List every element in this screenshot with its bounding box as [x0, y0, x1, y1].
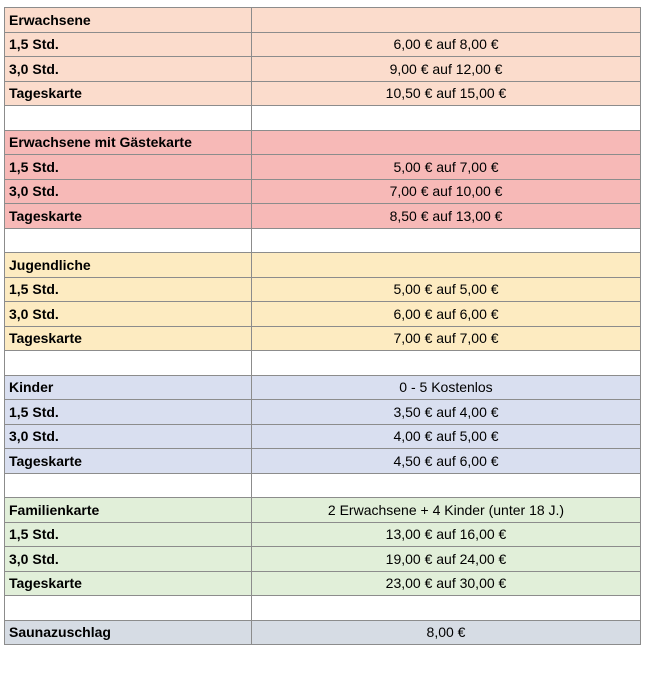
guest-row-2	[5, 179, 641, 204]
adults-row-3	[5, 81, 641, 106]
spacer-cell	[5, 473, 252, 498]
row-price: 19,00 € auf 24,00 €	[252, 547, 641, 572]
kids-row-1	[5, 400, 641, 425]
adults-title: Erwachsene	[5, 8, 252, 33]
youth-header-row	[5, 253, 641, 278]
row-label: 1,5 Std.	[5, 155, 252, 180]
row-label: 1,5 Std.	[5, 400, 252, 425]
row-label: 3,0 Std.	[5, 547, 252, 572]
kids-header-value: 0 - 5 Kostenlos	[252, 375, 641, 400]
adults-header-row	[5, 8, 641, 33]
row-label: Tageskarte	[5, 326, 252, 351]
family-header-row	[5, 498, 641, 523]
guest-header-row	[5, 130, 641, 155]
sauna-row	[5, 620, 641, 645]
row-price: 6,00 € auf 8,00 €	[252, 32, 641, 57]
spacer-cell	[252, 473, 641, 498]
row-label: 1,5 Std.	[5, 522, 252, 547]
row-price: 5,00 € auf 7,00 €	[252, 155, 641, 180]
row-price: 7,00 € auf 7,00 €	[252, 326, 641, 351]
kids-row-3	[5, 449, 641, 474]
spacer-row	[5, 106, 641, 131]
row-price: 23,00 € auf 30,00 €	[252, 571, 641, 596]
row-price: 6,00 € auf 6,00 €	[252, 302, 641, 327]
spacer-row	[5, 351, 641, 376]
row-price: 13,00 € auf 16,00 €	[252, 522, 641, 547]
price-table	[4, 7, 641, 645]
row-price: 10,50 € auf 15,00 €	[252, 81, 641, 106]
spacer-row	[5, 228, 641, 253]
row-price: 9,00 € auf 12,00 €	[252, 57, 641, 82]
row-label: Tageskarte	[5, 449, 252, 474]
row-price: 7,00 € auf 10,00 €	[252, 179, 641, 204]
row-label: 1,5 Std.	[5, 32, 252, 57]
row-label: Tageskarte	[5, 81, 252, 106]
spacer-cell	[252, 596, 641, 621]
adults-row-2	[5, 57, 641, 82]
spacer-row	[5, 596, 641, 621]
youth-row-3	[5, 326, 641, 351]
guest-row-1	[5, 155, 641, 180]
family-row-1	[5, 522, 641, 547]
row-price: 4,50 € auf 6,00 €	[252, 449, 641, 474]
kids-row-2	[5, 424, 641, 449]
spacer-row	[5, 473, 641, 498]
row-label: 3,0 Std.	[5, 57, 252, 82]
youth-header-value	[252, 253, 641, 278]
family-row-2	[5, 547, 641, 572]
spacer-cell	[5, 106, 252, 131]
guest-header-value	[252, 130, 641, 155]
family-row-3	[5, 571, 641, 596]
family-title: Familienkarte	[5, 498, 252, 523]
row-label: Tageskarte	[5, 204, 252, 229]
row-price: 5,00 € auf 5,00 €	[252, 277, 641, 302]
guest-title: Erwachsene mit Gästekarte	[5, 130, 252, 155]
row-label: 3,0 Std.	[5, 302, 252, 327]
guest-row-3	[5, 204, 641, 229]
spacer-cell	[5, 228, 252, 253]
row-price: 8,50 € auf 13,00 €	[252, 204, 641, 229]
row-label: 3,0 Std.	[5, 179, 252, 204]
adults-header-value	[252, 8, 641, 33]
row-label: Tageskarte	[5, 571, 252, 596]
spacer-cell	[5, 596, 252, 621]
kids-header-row	[5, 375, 641, 400]
spacer-cell	[252, 106, 641, 131]
kids-title: Kinder	[5, 375, 252, 400]
adults-row-1	[5, 32, 641, 57]
row-price: 4,00 € auf 5,00 €	[252, 424, 641, 449]
row-price: 3,50 € auf 4,00 €	[252, 400, 641, 425]
spacer-cell	[252, 351, 641, 376]
sauna-price: 8,00 €	[252, 620, 641, 645]
row-label: 3,0 Std.	[5, 424, 252, 449]
sauna-title: Saunazuschlag	[5, 620, 252, 645]
family-header-value: 2 Erwachsene + 4 Kinder (unter 18 J.)	[252, 498, 641, 523]
spacer-cell	[252, 228, 641, 253]
youth-title: Jugendliche	[5, 253, 252, 278]
spacer-cell	[5, 351, 252, 376]
youth-row-2	[5, 302, 641, 327]
row-label: 1,5 Std.	[5, 277, 252, 302]
youth-row-1	[5, 277, 641, 302]
